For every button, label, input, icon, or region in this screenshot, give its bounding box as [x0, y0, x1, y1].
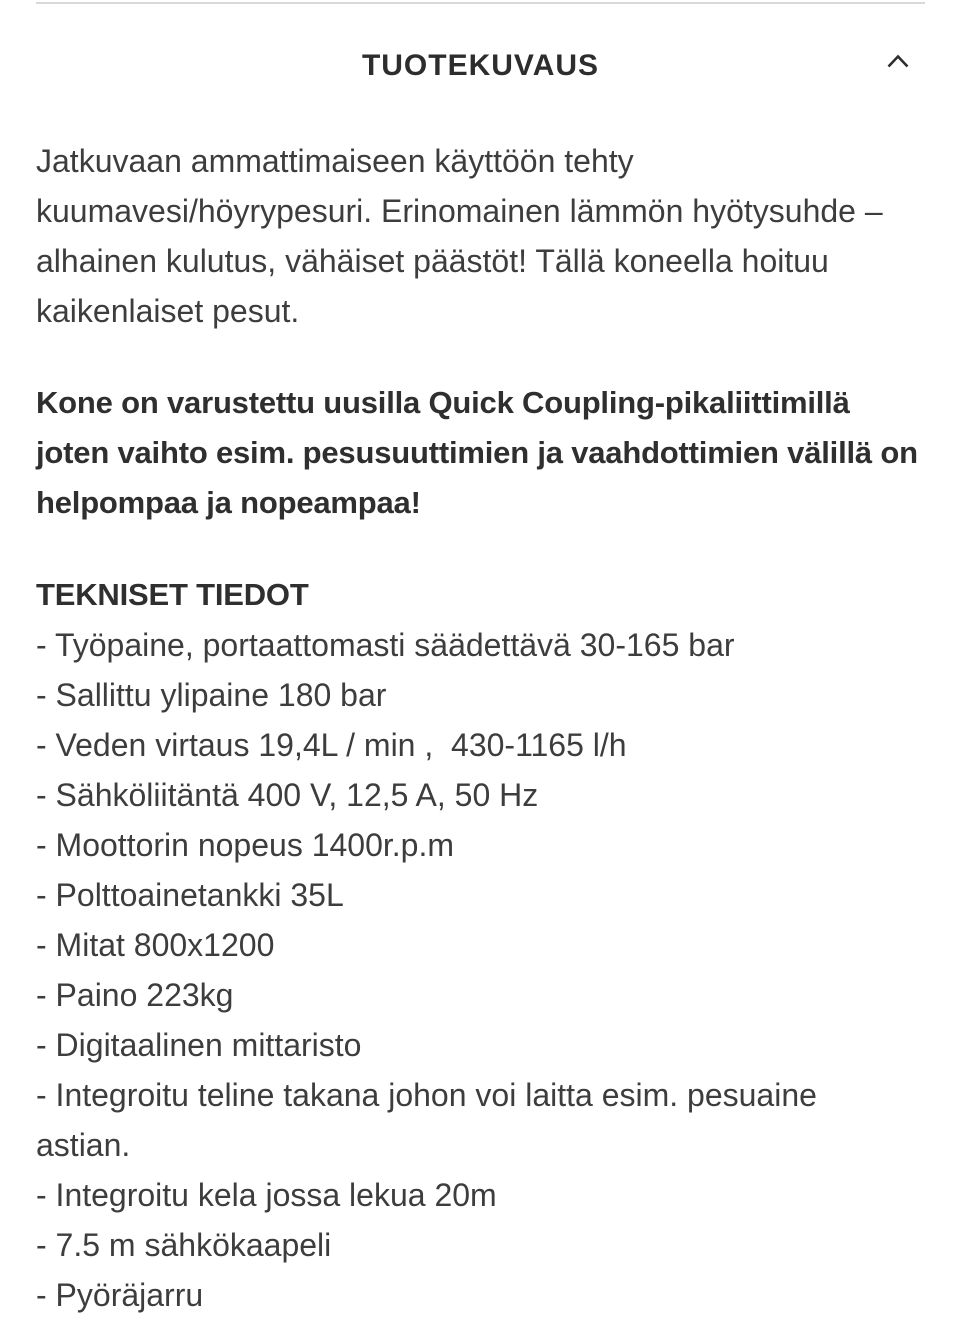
product-description-accordion	[36, 2, 925, 1336]
paragraph-line: kuumavesi/höyrypesuri. Erinomainen lämmön hyötysuhde –	[36, 193, 883, 229]
spec-line: - Sallittu ylipaine 180 bar	[36, 677, 387, 713]
spec-line: - Paino 223kg	[36, 977, 234, 1013]
spec-line: - Integroitu teline takana johon voi laitta esim. pesuaine	[36, 1077, 817, 1113]
accordion-header[interactable]	[36, 4, 925, 86]
spec-line: - Työpaine, portaattomasti säädettävä 30-165 bar	[36, 627, 735, 663]
paragraph-line: Jatkuvaan ammattimaiseen käyttöön tehty	[36, 143, 634, 179]
paragraph-line: helpompaa ja nopeampaa!	[36, 485, 421, 520]
chevron-up-icon	[886, 53, 910, 69]
collapse-section-button[interactable]	[885, 52, 911, 70]
paragraph-line: alhainen kulutus, vähäiset päästöt! Tällä koneella hoituu	[36, 243, 829, 279]
paragraph-line: joten vaihto esim. pesusuuttimien ja vaahdottimien välillä on	[36, 435, 918, 470]
spec-line: - Sähköliitäntä 400 V, 12,5 A, 50 Hz	[36, 777, 539, 813]
page-title: TUOTEKUVAUS	[361, 49, 600, 82]
intro-paragraph	[36, 136, 925, 336]
spec-line: - 7.5 m sähkökaapeli	[36, 1227, 332, 1263]
paragraph-line: Kone on varustettu uusilla Quick Coupling-pikaliittimillä	[36, 385, 850, 420]
quick-coupling-paragraph	[36, 378, 925, 528]
spec-line-continuation: astian.	[36, 1127, 131, 1163]
spec-line: - Mitat 800x1200	[36, 927, 275, 963]
spec-line: - Integroitu kela jossa lekua 20m	[36, 1177, 497, 1213]
paragraph-line: kaikenlaiset pesut.	[36, 293, 300, 329]
spec-line: - Veden virtaus 19,4L / min , 430-1165 l/h	[36, 727, 627, 763]
accordion-content	[36, 136, 925, 1336]
spec-line: - Polttoainetankki 35L	[36, 877, 344, 913]
spec-line: - Digitaalinen mittaristo	[36, 1027, 362, 1063]
spec-line: - Pyöräjarru	[36, 1277, 204, 1313]
spec-line: - Moottorin nopeus 1400r.p.m	[36, 827, 455, 863]
technical-specs	[36, 570, 925, 1336]
tech-specs-heading: TEKNISET TIEDOT	[36, 577, 309, 612]
